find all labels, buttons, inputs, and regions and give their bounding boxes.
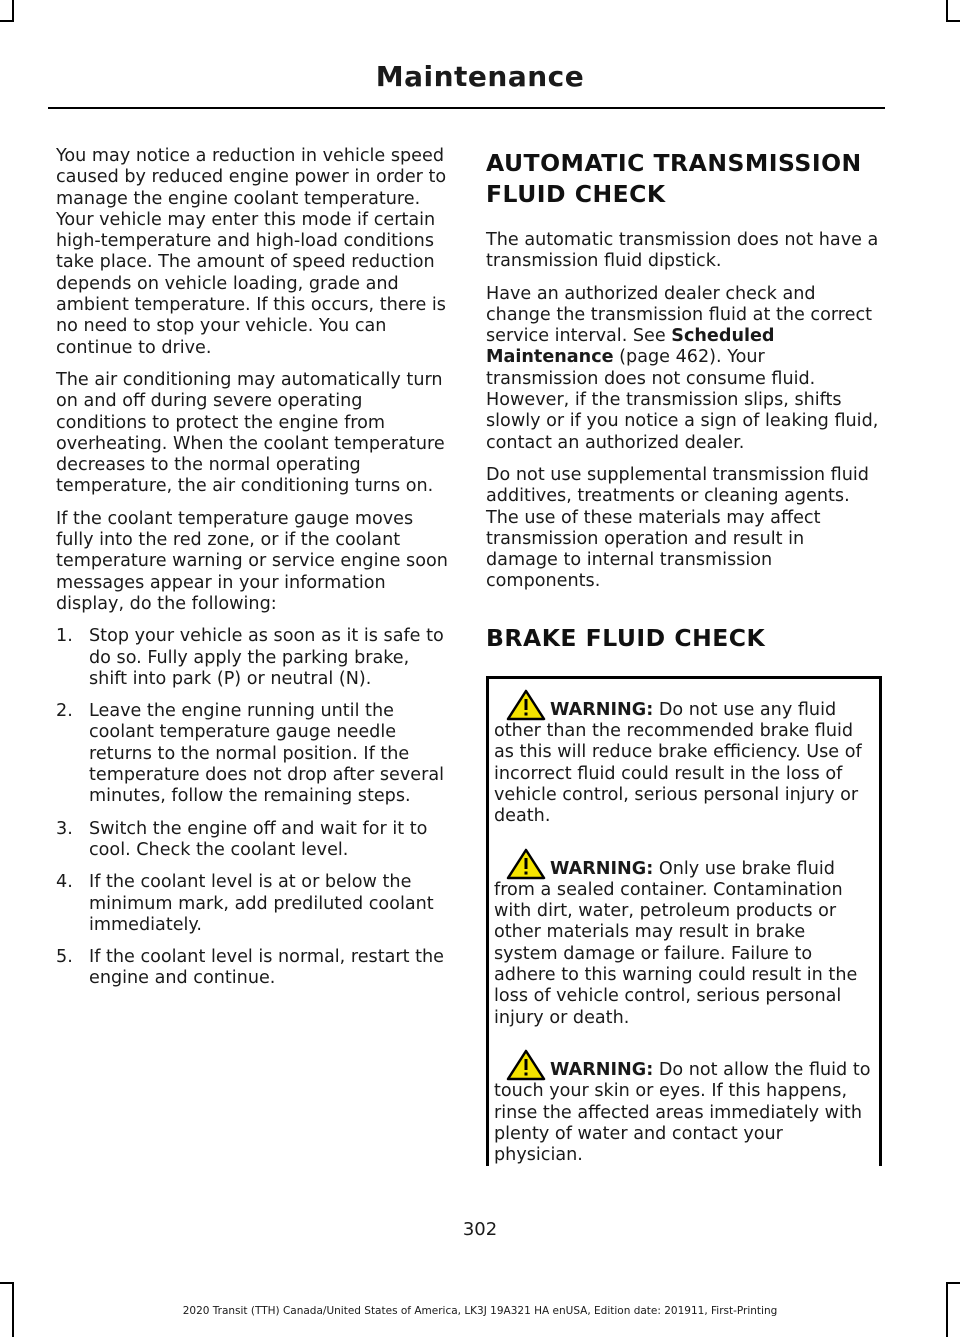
atf-heading-line1: AUTOMATIC TRANSMISSION [486,149,862,177]
step-number: 1. [56,626,73,647]
paragraph-air-conditioning: The air conditioning may automatically turn on and off during severe operating conditions to protect the engine from overheating. When the coolant temperature decreases to the normal operating temperature, the air conditioning turns on. [56,369,445,497]
list-item [56,626,448,690]
service-interval-text-1: Have an authorized dealer check and change the transmission fluid at the correct service interval. See [486,283,873,347]
paragraph-no-dipstick: The automatic transmission does not have a transmission fluid dipstick. [486,230,879,272]
warning-label: WARNING: [550,699,654,720]
brake-fluid-heading: BRAKE FLUID CHECK [486,623,766,652]
step-text: If the coolant level is at or below the minimum mark, add prediluted coolant immediately. [89,872,434,935]
crop-mark-top-left [12,0,14,22]
atf-heading-line2: FLUID CHECK [486,180,666,208]
crop-mark-top-right-h [946,20,960,22]
atf-heading [486,148,880,210]
page-number: 302 [462,1219,498,1240]
crop-mark-top-right [946,0,948,22]
paragraph-red-zone: If the coolant temperature gauge moves fully into the red zone, or if the coolant temperature warning or service engine soon messages appear in your information display, do the following: [56,508,448,614]
list-item [56,947,448,990]
crop-mark-bottom-right-h [946,1282,960,1284]
warning-label: WARNING: [550,858,654,879]
crop-mark-top-left-h [0,20,14,22]
warning-item [494,848,874,1029]
right-column [486,146,880,1186]
step-number: 4. [56,872,73,893]
warning-triangle-icon [506,848,546,880]
warning-label: WARNING: [550,1059,654,1080]
warning-box [486,676,882,1167]
step-number: 5. [56,947,73,968]
crop-mark-bottom-left-h [0,1282,14,1284]
warning-item [494,689,874,828]
step-number: 2. [56,701,73,722]
step-text: Switch the engine off and wait for it to cool. Check the coolant level. [89,818,428,860]
warning-text: Do not use any fluid other than the recommended brake fluid as this will reduce brake efficiency. Use of incorrect fluid could result in the loss of vehicle control, serious personal injury or death. [494,699,862,827]
step-text: If the coolant level is normal, restart the engine and continue. [89,947,444,989]
list-item [56,701,448,807]
overheat-steps-list [56,626,448,989]
warning-text: Do not allow the fluid to touch your skin or eyes. If this happens, rinse the affected areas immediately with plenty of water and contact your physician. [494,1059,871,1166]
step-text: Stop your vehicle as soon as it is safe to do so. Fully apply the parking brake, shift into park (P) or neutral (N). [89,626,444,689]
paragraph-service-interval [486,284,880,454]
warning-triangle-icon [506,689,546,721]
left-column [56,146,448,1001]
warning-text: Only use brake fluid from a sealed container. Contamination with dirt, water, petroleum products or other materials may result in brake system damage or failure. Failure to adhere to this warning could result in the loss of vehicle control, serious personal injury or death. [494,858,858,1028]
warning-item [494,1049,874,1166]
header-rule [48,107,885,109]
warning-triangle-icon [506,1049,546,1081]
page-title: Maintenance [375,60,585,93]
service-interval-text-2: (page 462). Your transmission does not consume fluid. However, if the transmission slips, shifts slowly or if you notice a sign of leaking fluid, contact an authorized dealer. [486,347,879,453]
footer-edition-info: 2020 Transit (TTH) Canada/United States of America, LK3J 19A321 HA enUSA, Edition date: 201911, First-Printing [182,1305,778,1317]
paragraph-speed-reduction: You may notice a reduction in vehicle speed caused by reduced engine power in order to manage the engine coolant temperature. Your vehicle may enter this mode if certain high-temperature and high-load conditions take place. The amount of speed reduction depends on vehicle loading, grade and ambient temperature. If this occurs, there is no need to stop your vehicle. You can continue to drive. [56,146,447,358]
step-number: 3. [56,818,73,839]
list-item [56,819,448,862]
paragraph-no-additives: Do not use supplemental transmission fluid additives, treatments or cleaning agents. The use of these materials may affect transmission operation and result in damage to internal transmission components. [486,464,869,592]
list-item [56,872,448,936]
step-text: Leave the engine running until the coolant temperature gauge needle returns to the normal position. If the temperature does not drop after several minutes, follow the remaining steps. [89,701,444,807]
scheduled-maintenance-link[interactable]: Scheduled Maintenance [486,326,775,368]
